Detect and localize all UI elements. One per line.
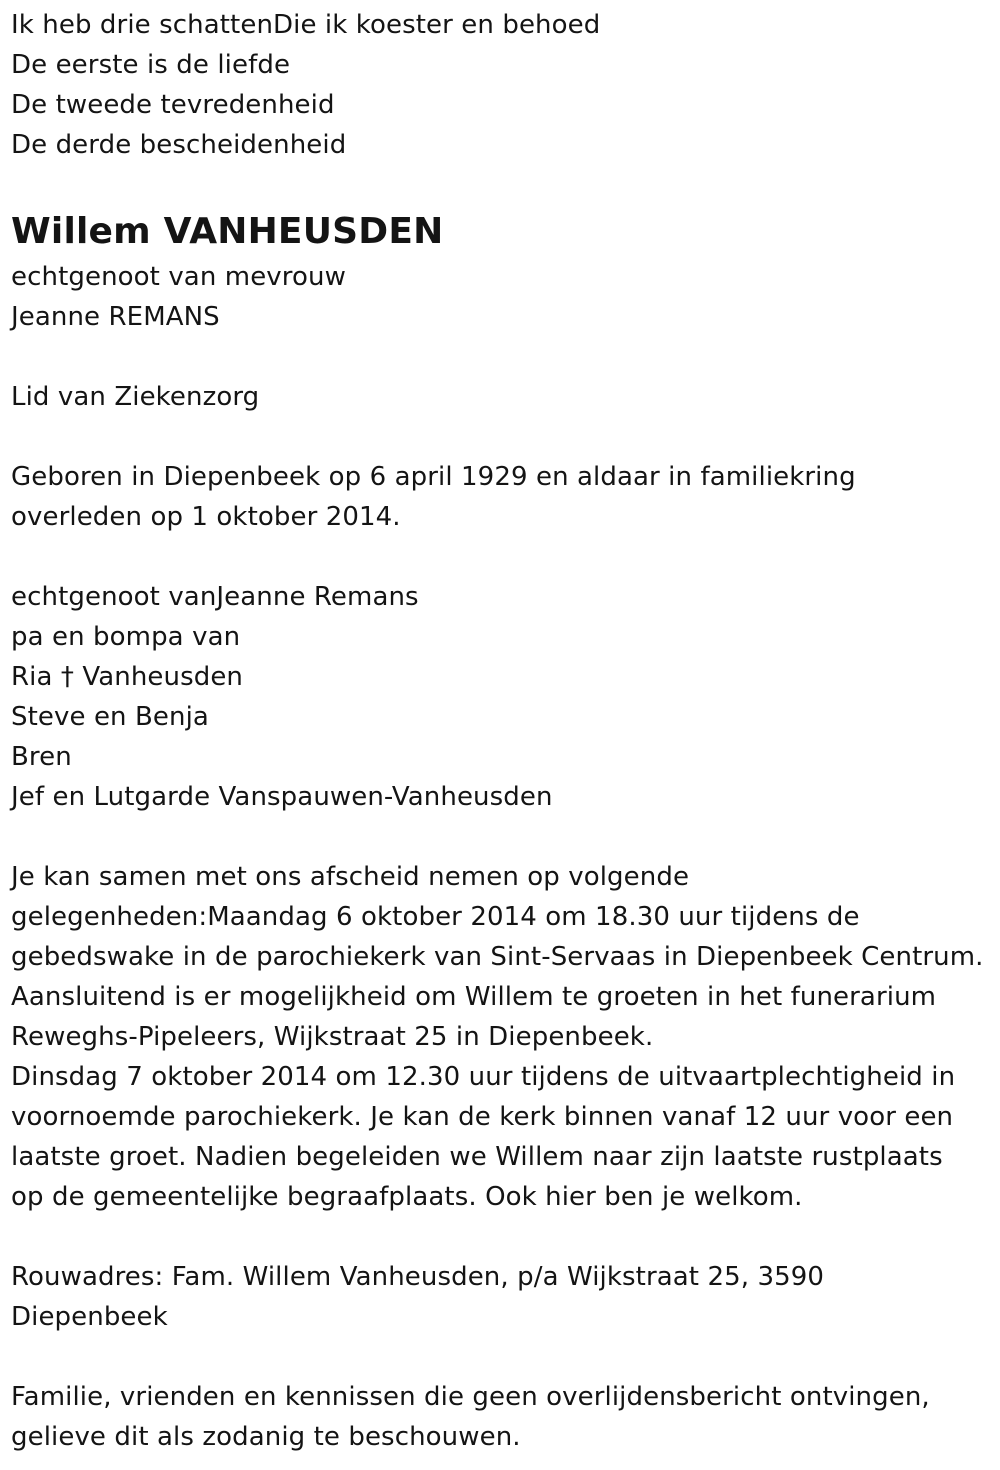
family-line: Ria † Vanheusden xyxy=(11,662,244,692)
birth-death-line: overleden op 1 oktober 2014. xyxy=(11,502,401,532)
membership: Lid van Ziekenzorg xyxy=(11,382,260,412)
farewell-info xyxy=(11,857,991,1217)
spouse-name: Jeanne REMANS xyxy=(11,302,220,332)
closing-note xyxy=(11,1377,991,1457)
farewell-line: gebedswake in de parochiekerk van Sint-Servaas in Diepenbeek Centrum. xyxy=(11,942,984,972)
spacer xyxy=(11,537,991,577)
spouse-line: echtgenoot van mevrouw xyxy=(11,262,346,292)
family-list xyxy=(11,577,991,817)
poem xyxy=(11,5,991,165)
farewell-line: Reweghs-Pipeleers, Wijkstraat 25 in Diepenbeek. xyxy=(11,1022,654,1052)
farewell-line: laatste groet. Nadien begeleiden we Willem naar zijn laatste rustplaats xyxy=(11,1142,943,1172)
spacer xyxy=(11,417,991,457)
spacer xyxy=(11,817,991,857)
poem-line: De eerste is de liefde xyxy=(11,50,291,80)
closing-line: gelieve dit als zodanig te beschouwen. xyxy=(11,1422,521,1452)
spacer xyxy=(11,337,991,377)
address-line: Rouwadres: Fam. Willem Vanheusden, p/a Wijkstraat 25, 3590 xyxy=(11,1262,825,1292)
family-line: Bren xyxy=(11,742,72,772)
birth-death xyxy=(11,457,991,537)
farewell-line: voornoemde parochiekerk. Je kan de kerk binnen vanaf 12 uur voor een xyxy=(11,1102,954,1132)
spacer xyxy=(11,1217,991,1257)
address-line: Diepenbeek xyxy=(11,1302,168,1332)
family-line: Jef en Lutgarde Vanspauwen-Vanheusden xyxy=(11,782,553,812)
farewell-line: gelegenheden:Maandag 6 oktober 2014 om 18.30 uur tijdens de xyxy=(11,902,860,932)
poem-line: De derde bescheidenheid xyxy=(11,130,347,160)
family-line: pa en bompa van xyxy=(11,622,241,652)
family-line: echtgenoot vanJeanne Remans xyxy=(11,582,419,612)
farewell-line: op de gemeentelijke begraafplaats. Ook hier ben je welkom. xyxy=(11,1182,803,1212)
farewell-line: Aansluitend is er mogelijkheid om Willem te groeten in het funerarium xyxy=(11,982,937,1012)
poem-line: De tweede tevredenheid xyxy=(11,90,335,120)
birth-death-line: Geboren in Diepenbeek op 6 april 1929 en aldaar in familiekring xyxy=(11,462,856,492)
family-line: Steve en Benja xyxy=(11,702,209,732)
closing-line: Familie, vrienden en kennissen die geen overlijdensbericht ontvingen, xyxy=(11,1382,930,1412)
obituary-text xyxy=(11,5,991,1457)
spacer xyxy=(11,1337,991,1377)
farewell-line: Dinsdag 7 oktober 2014 om 12.30 uur tijdens de uitvaartplechtigheid in xyxy=(11,1062,956,1092)
deceased-name: Willem VANHEUSDEN xyxy=(11,211,444,252)
farewell-line: Je kan samen met ons afscheid nemen op volgende xyxy=(11,862,690,892)
poem-line: Ik heb drie schattenDie ik koester en behoed xyxy=(11,10,601,40)
spacer xyxy=(11,165,991,207)
mourning-address xyxy=(11,1257,991,1337)
